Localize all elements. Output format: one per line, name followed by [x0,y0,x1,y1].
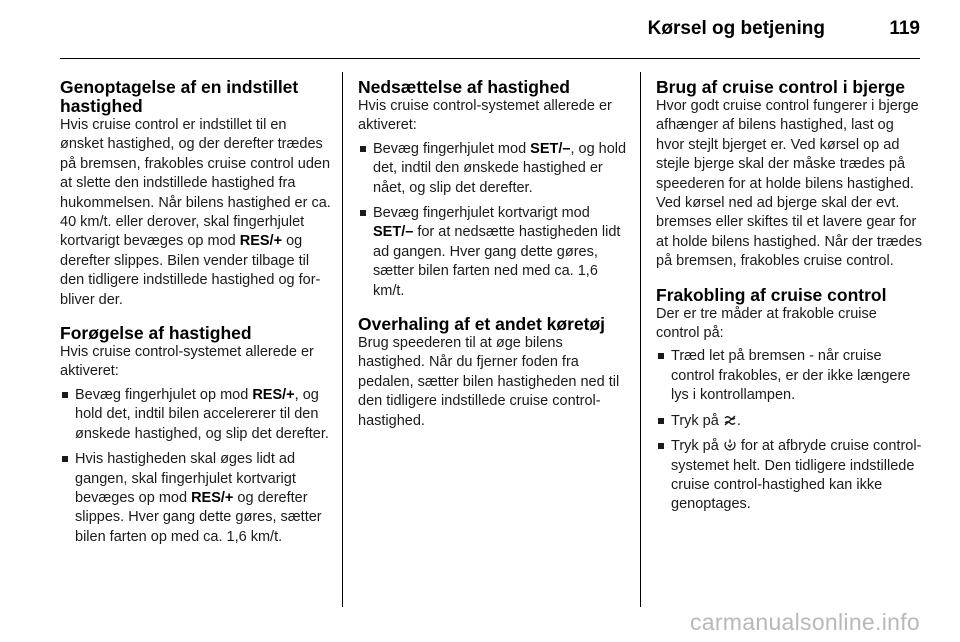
section-title: Forøgelse af hastighed [60,323,252,344]
bullet-list [358,140,628,301]
paragraph: Hvis cruise control-systemet allerede er aktiveret: [60,344,314,380]
list-item [656,437,922,515]
page-number: 119 [889,18,920,39]
control-label: RES/+ [252,386,295,403]
text: Bevæg fingerhjulet mod [373,140,531,157]
list-item [358,204,628,301]
text: og derefter slippes. Hver gang dette gøres, sætter bilen farten op med ca. 1,6 km/t. [75,489,322,545]
control-label: SET/– [373,224,414,241]
list-item [656,412,922,431]
section-title: Genoptagelse af en indstillet hastighed [60,77,299,116]
text: Bevæg fingerhjulet op mod [75,386,253,403]
text: for at nedsætte hastigheden lidt ad gangen. Hver gang dette gøres, sætter bilen farten ned med ca. 1,6 km/t. [373,224,621,299]
section-disengage [656,286,922,515]
section-decrease-speed [358,78,628,301]
text: . [736,412,741,429]
paragraph [60,116,332,310]
text: for at afbryde cruise control-systemet helt. Den tidligere indstillede cruise control-hastighed kan ikke genoptages. [671,438,922,513]
column-divider [640,72,641,607]
paragraph: Hvis cruise control-systemet allerede er aktiveret: [358,98,612,134]
text: Tryk på [671,438,723,455]
section-title: Nedsættelse af hastighed [358,77,570,97]
text: og derefter slippes. Bilen vender tilbage til den tidligere indstillede hastighed og forbliver der. [60,233,321,308]
paragraph: Brug speederen til at øge bilens hastighed. Når du fjerner foden fra pedalen, sætter bilen hastigheden ned til den tidligere indstillede cruise control-hastighed. [358,335,620,429]
column-divider [342,72,343,607]
control-label: RES/+ [239,233,283,250]
section-title: Overhaling af et andet køretøj [358,314,605,335]
list-item [358,140,628,198]
paragraph: Der er tre måder at frakoble cruise control på: [656,305,877,342]
paragraph: Hvor godt cruise control fungerer i bjerge afhænger af bilens hastighed, last og hvor stejlt bjerget er. Ved kørsel op ad stejle bjerge skal der måske trædes på speederen for at holde bilens hastighed. Ved kørsel ned ad bjerge skal der evt. bremses eller skiftes til et lavere gear for at holde bilens hastighed. Når der trædes på bremsen, frakobles cruise control. [656,98,922,270]
header-title: Kørsel og betjening [647,18,825,39]
list-item [60,450,332,547]
section-overtaking [358,315,628,431]
list-item [60,386,332,444]
column-2 [358,78,628,445]
section-resume-speed [60,78,332,310]
section-increase-speed [60,324,332,547]
column-3 [656,78,922,529]
text: , og hold det, indtil den ønskede hastighed er nået, og slip det derefter. [373,140,627,196]
section-title: Frakobling af cruise control [656,284,887,305]
text: Hvis cruise control er indstillet til en ønsket hastighed, og der derefter trædes på bremsen, frakobles cruise control uden at slette den indstillede hastighed fra hukommelsen. Når bilens hastighed er ca. 40 km/t. eller derover, skal fingerhjulet kortvarigt bevæges op mod [60,117,331,250]
cruise-cancel-icon [723,413,737,424]
column-1 [60,78,332,561]
cruise-on-off-icon [723,438,737,449]
bullet-list [656,347,922,514]
control-label: SET/– [530,140,571,157]
text: Tryk på [671,412,723,429]
section-title: Brug af cruise control i bjerge [656,77,905,97]
text: , og hold det, indtil bilen accelererer til den ønskede hastighed, og slip det derefter. [75,386,329,442]
header-rule [60,58,920,59]
bullet-list [60,386,332,547]
section-mountains [656,78,922,272]
text: Bevæg fingerhjulet kortvarigt mod [373,205,590,222]
list-item: Træd let på bremsen - når cruise control frakobles, er der ikke længere lys i kontrollampen. [656,347,922,405]
control-label: RES/+ [191,489,234,506]
watermark: carmanualsonline.info [689,609,920,635]
text: Hvis hastigheden skal øges lidt ad gangen, skal fingerhjulet kortvarigt bevæges op mod [75,451,296,506]
